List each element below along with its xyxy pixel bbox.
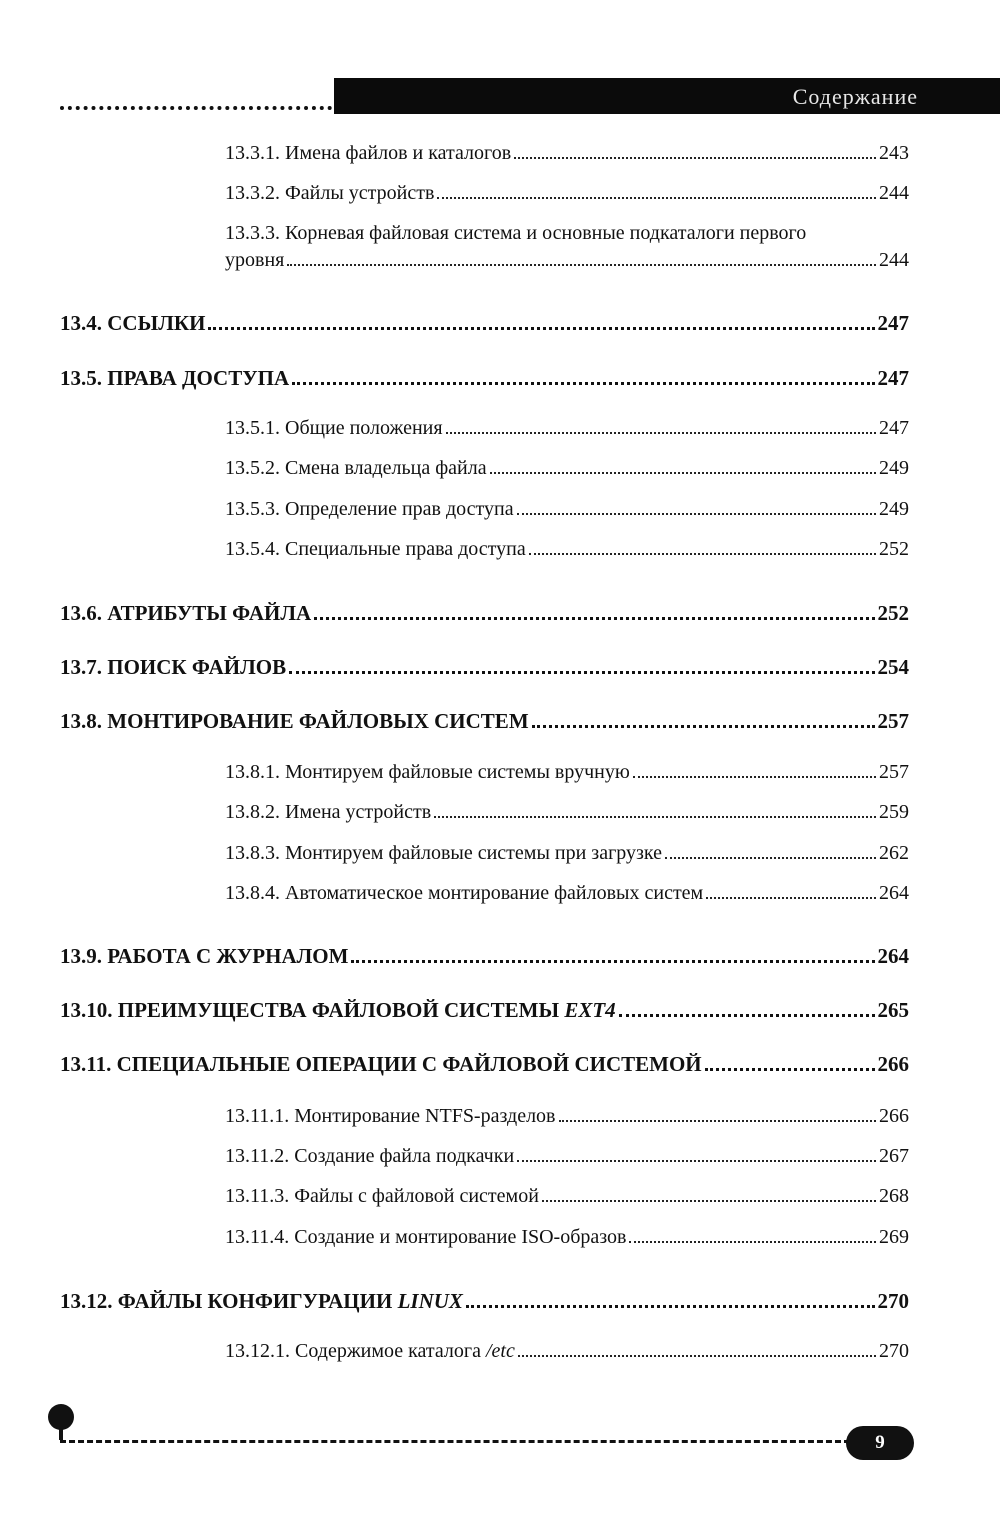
- toc-entry-title: 13.11.4. Создание и монтирование ISO-образов: [225, 1226, 627, 1248]
- dot-leader: [619, 1014, 875, 1017]
- dot-leader: [532, 725, 875, 728]
- toc-entry-13-11[interactable]: [60, 1052, 909, 1077]
- toc-page-number: 249: [879, 498, 909, 520]
- dot-leader: [289, 671, 874, 674]
- toc-entry-title-italic: /etc: [486, 1340, 515, 1362]
- toc-entry-title-italic: EXT4: [564, 998, 616, 1022]
- toc-entry-title: 13.11.2. Создание файла подкачки: [225, 1145, 515, 1167]
- toc-entry-13-12-1[interactable]: [225, 1340, 909, 1363]
- toc-page-number: 266: [879, 1105, 909, 1127]
- toc-entry-title: 13.8.4. Автоматическое монтирование файловых систем: [225, 882, 704, 904]
- dot-leader: [517, 1160, 876, 1162]
- toc-entry-13-3-3-line1[interactable]: 13.3.3. Корневая файловая система и основные подкаталоги первого: [225, 222, 807, 244]
- dot-leader: [629, 1241, 876, 1243]
- toc-page-number: 270: [879, 1340, 909, 1362]
- toc-entry-13-7[interactable]: [60, 655, 909, 680]
- toc-entry-title-continued: уровня: [225, 249, 285, 271]
- toc-page-number: 252: [879, 538, 909, 560]
- dot-leader: [633, 776, 876, 778]
- toc-page-number: 268: [879, 1185, 909, 1207]
- toc-entry-13-12[interactable]: [60, 1289, 909, 1314]
- toc-entry-13-3-3[interactable]: [225, 249, 909, 272]
- dot-leader: [490, 472, 876, 474]
- toc-page-number: 247: [877, 366, 909, 390]
- toc-entry-title: 13.8.2. Имена устройств: [225, 801, 432, 823]
- toc-entry-13-8-3[interactable]: [225, 842, 909, 865]
- dot-leader: [529, 553, 876, 555]
- toc-entry-13-5-4[interactable]: [225, 538, 909, 561]
- header-title: Содержание: [792, 84, 918, 109]
- dot-leader: [351, 960, 874, 963]
- toc-page-number: 262: [879, 842, 909, 864]
- dot-leader: [665, 857, 876, 859]
- toc-entry-13-3-2[interactable]: [225, 182, 909, 205]
- toc-entry-title-text: 13.10. ПРЕИМУЩЕСТВА ФАЙЛОВОЙ СИСТЕМЫ: [60, 998, 565, 1022]
- toc-page-number: 269: [879, 1226, 909, 1248]
- toc-page-number: 266: [877, 1052, 909, 1076]
- toc-entry-title: 13.5.4. Специальные права доступа: [225, 538, 526, 560]
- dot-leader: [437, 197, 876, 199]
- toc-entry-title: 13.5.1. Общие положения: [225, 417, 443, 439]
- toc-entry-title: 13.3.2. Файлы устройств: [225, 182, 435, 204]
- toc-page-number: 247: [879, 417, 909, 439]
- dot-leader: [559, 1120, 877, 1122]
- toc-entry-13-8-1[interactable]: [225, 761, 909, 784]
- dot-leader: [292, 382, 874, 385]
- toc-entry-13-11-1[interactable]: [225, 1105, 909, 1128]
- dot-leader: [514, 157, 876, 159]
- toc-entry-title: 13.11. СПЕЦИАЛЬНЫЕ ОПЕРАЦИИ С ФАЙЛОВОЙ СИСТЕМОЙ: [60, 1052, 702, 1076]
- toc-entry-13-9[interactable]: [60, 944, 909, 969]
- toc-entry-13-8-2[interactable]: [225, 801, 909, 824]
- toc-page-number: 270: [877, 1289, 909, 1313]
- header-dotted-rule: [60, 106, 332, 110]
- toc-page-number: 247: [877, 311, 909, 335]
- toc-page-number: 252: [877, 601, 909, 625]
- toc-entry-title-text: 13.12. ФАЙЛЫ КОНФИГУРАЦИИ: [60, 1289, 398, 1313]
- toc-entry-title: 13.3.1. Имена файлов и каталогов: [225, 142, 512, 164]
- toc-entry-title: 13.5.3. Определение прав доступа: [225, 498, 514, 520]
- toc-entry-13-11-3[interactable]: [225, 1185, 909, 1208]
- dot-leader: [705, 1068, 875, 1071]
- page-number-badge: 9: [846, 1426, 914, 1460]
- toc-entry-13-5-2[interactable]: [225, 457, 909, 480]
- toc-page-number: 244: [879, 249, 909, 271]
- toc-entry-title: 13.5. ПРАВА ДОСТУПА: [60, 366, 290, 390]
- toc-entry-13-5-3[interactable]: [225, 498, 909, 521]
- toc-entry-13-6[interactable]: [60, 601, 909, 626]
- toc-entry-title: 13.8.3. Монтируем файловые системы при загрузке: [225, 842, 663, 864]
- dot-leader: [542, 1200, 876, 1202]
- toc-entry-13-3-1[interactable]: [225, 142, 909, 165]
- toc-entry-title: 13.11.1. Монтирование NTFS-разделов: [225, 1105, 556, 1127]
- toc-entry-13-11-4[interactable]: [225, 1226, 909, 1249]
- toc-entry-title: 13.5.2. Смена владельца файла: [225, 457, 487, 479]
- toc-entry-13-5[interactable]: [60, 366, 909, 391]
- toc-page-number: 254: [877, 655, 909, 679]
- toc-page-number: 249: [879, 457, 909, 479]
- toc-entry-13-8-4[interactable]: [225, 882, 909, 905]
- toc-entry-title: 13.8.1. Монтируем файловые системы вручную: [225, 761, 630, 783]
- dot-leader: [446, 432, 876, 434]
- footer-dotted-rule: [60, 1440, 850, 1443]
- dot-leader: [706, 897, 876, 899]
- toc-entry-title-italic: LINUX: [397, 1289, 463, 1313]
- dot-leader: [434, 816, 876, 818]
- toc-page-number: 257: [877, 709, 909, 733]
- dot-leader: [517, 513, 876, 515]
- toc-entry-13-10[interactable]: [60, 998, 909, 1023]
- toc-page-number: 243: [879, 142, 909, 164]
- toc-entry-title: [225, 1340, 515, 1363]
- toc-entry-title: [60, 998, 616, 1023]
- toc-page-number: 259: [879, 801, 909, 823]
- toc-entry-13-8[interactable]: [60, 709, 909, 734]
- toc-page-number: 244: [879, 182, 909, 204]
- toc-entry-title: 13.8. МОНТИРОВАНИЕ ФАЙЛОВЫХ СИСТЕМ: [60, 709, 529, 733]
- toc-page-number: 257: [879, 761, 909, 783]
- toc-entry-13-4[interactable]: [60, 311, 909, 336]
- toc-entry-title: 13.9. РАБОТА С ЖУРНАЛОМ: [60, 944, 349, 968]
- toc-page-number: 265: [877, 998, 909, 1022]
- toc-entry-13-5-1[interactable]: [225, 417, 909, 440]
- toc-entry-title: 13.4. ССЫЛКИ: [60, 311, 206, 335]
- toc-entry-13-11-2[interactable]: [225, 1145, 909, 1168]
- toc-page-number: 264: [877, 944, 909, 968]
- dot-leader: [466, 1305, 875, 1308]
- dot-leader: [314, 617, 874, 620]
- dot-leader: [518, 1355, 876, 1357]
- toc-page-number: 264: [879, 882, 909, 904]
- header-bar: [334, 78, 1000, 114]
- toc-page-number: 267: [879, 1145, 909, 1167]
- toc-entry-title: 13.11.3. Файлы с файловой системой: [225, 1185, 539, 1207]
- toc-entry-title: [60, 1289, 463, 1314]
- dot-leader: [208, 327, 874, 330]
- toc-entry-title-text: 13.12.1. Содержимое каталога: [225, 1340, 486, 1362]
- toc-entry-title: 13.6. АТРИБУТЫ ФАЙЛА: [60, 601, 312, 625]
- dot-leader: [287, 264, 876, 266]
- toc-entry-title: 13.7. ПОИСК ФАЙЛОВ: [60, 655, 287, 679]
- pin-marker-stem: [59, 1426, 63, 1440]
